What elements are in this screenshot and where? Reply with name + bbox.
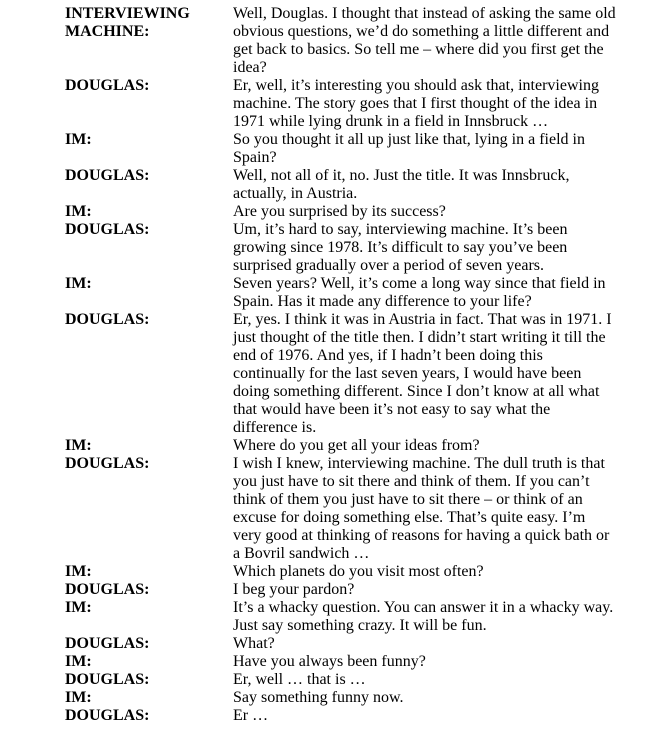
speaker-label (65, 77, 233, 95)
dialogue-line: end of 1976. And yes, if I hadn’t been doing this (233, 347, 543, 364)
dialogue-line: machine. The story goes that I first thought of the idea in (233, 95, 598, 112)
speaker-label (65, 563, 233, 581)
speaker-line: IM: (65, 599, 92, 616)
speaker-label (65, 167, 233, 185)
transcript-row (65, 707, 651, 725)
transcript-row (65, 455, 651, 563)
speaker-label (65, 221, 233, 239)
transcript-row (65, 203, 651, 221)
speaker-label (65, 689, 233, 707)
transcript-row (65, 563, 651, 581)
dialogue-line: Spain. Has it made any difference to your life? (233, 293, 532, 310)
speaker-label (65, 203, 233, 221)
speaker-line: INTERVIEWING (65, 5, 190, 22)
speaker-line: DOUGLAS: (65, 311, 150, 328)
dialogue-text (233, 77, 651, 131)
dialogue-line: Which planets do you visit most often? (233, 563, 484, 580)
dialogue-text (233, 707, 651, 725)
speaker-line: MACHINE: (65, 23, 150, 40)
speaker-line: DOUGLAS: (65, 707, 150, 724)
speaker-line: DOUGLAS: (65, 455, 150, 472)
dialogue-line: Say something funny now. (233, 689, 404, 706)
dialogue-text (233, 635, 651, 653)
dialogue-line: growing since 1978. It’s difficult to say you’ve been (233, 239, 568, 256)
dialogue-text (233, 203, 651, 221)
transcript-row (65, 221, 651, 275)
transcript-row (65, 653, 651, 671)
speaker-label (65, 5, 233, 41)
speaker-line: DOUGLAS: (65, 221, 150, 238)
dialogue-line: Spain? (233, 149, 277, 166)
speaker-line: DOUGLAS: (65, 77, 150, 94)
transcript-row (65, 275, 651, 311)
speaker-label (65, 581, 233, 599)
dialogue-line: just thought of the title then. I didn’t start writing it till the (233, 329, 606, 346)
transcript-row (65, 689, 651, 707)
transcript-row (65, 77, 651, 131)
dialogue-line: Are you surprised by its success? (233, 203, 446, 220)
dialogue-line: It’s a whacky question. You can answer it in a whacky way. (233, 599, 614, 616)
speaker-label (65, 653, 233, 671)
dialogue-line: difference is. (233, 419, 317, 436)
dialogue-line: surprised gradually over a period of seven years. (233, 257, 544, 274)
dialogue-line: Well, not all of it, no. Just the title. It was Innsbruck, (233, 167, 570, 184)
dialogue-text (233, 131, 651, 167)
dialogue-line: Just say something crazy. It will be fun. (233, 617, 487, 634)
speaker-line: IM: (65, 653, 92, 670)
dialogue-text (233, 221, 651, 275)
transcript-row (65, 599, 651, 635)
dialogue-line: get back to basics. So tell me – where did you first get the (233, 41, 604, 58)
speaker-line: DOUGLAS: (65, 581, 150, 598)
speaker-label (65, 437, 233, 455)
dialogue-text (233, 689, 651, 707)
transcript-row (65, 635, 651, 653)
dialogue-line: obvious questions, we’d do something a little different and (233, 23, 610, 40)
dialogue-text (233, 437, 651, 455)
dialogue-line: Have you always been funny? (233, 653, 426, 670)
dialogue-text (233, 167, 651, 203)
dialogue-line: Er … (233, 707, 269, 724)
dialogue-line: Well, Douglas. I thought that instead of asking the same old (233, 5, 616, 22)
transcript-row (65, 671, 651, 689)
speaker-label (65, 707, 233, 725)
dialogue-line: I beg your pardon? (233, 581, 355, 598)
speaker-line: DOUGLAS: (65, 671, 150, 688)
dialogue-line: Er, well, it’s interesting you should ask that, interviewing (233, 77, 599, 94)
dialogue-line: I wish I knew, interviewing machine. The dull truth is that (233, 455, 605, 472)
dialogue-line: So you thought it all up just like that, lying in a field in (233, 131, 585, 148)
transcript-row (65, 5, 651, 77)
dialogue-line: Seven years? Well, it’s come a long way since that field in (233, 275, 606, 292)
speaker-line: IM: (65, 131, 92, 148)
dialogue-line: doing something different. Since I don’t know at all what (233, 383, 600, 400)
dialogue-line: 1971 while lying drunk in a field in Innsbruck … (233, 113, 549, 130)
dialogue-line: Er, yes. I think it was in Austria in fact. That was in 1971. I (233, 311, 612, 328)
transcript-row (65, 437, 651, 455)
dialogue-line: think of them you just have to sit there – or think of an (233, 491, 583, 508)
dialogue-line: a Bovril sandwich … (233, 545, 370, 562)
speaker-label (65, 131, 233, 149)
dialogue-text (233, 275, 651, 311)
dialogue-line: continually for the last seven years, I would have been (233, 365, 582, 382)
dialogue-line: excuse for doing something else. That’s quite easy. I’m (233, 509, 586, 526)
dialogue-text (233, 671, 651, 689)
dialogue-line: very good at thinking of reasons for having a quick bath or (233, 527, 610, 544)
speaker-line: DOUGLAS: (65, 635, 150, 652)
dialogue-line: you just have to sit there and think of them. If you can’t (233, 473, 590, 490)
transcript-row (65, 581, 651, 599)
speaker-line: IM: (65, 203, 92, 220)
speaker-line: IM: (65, 275, 92, 292)
transcript-row (65, 311, 651, 437)
speaker-label (65, 275, 233, 293)
transcript-row (65, 131, 651, 167)
dialogue-line: that would have been it’s not easy to say what the (233, 401, 551, 418)
dialogue-text (233, 5, 651, 77)
dialogue-text (233, 599, 651, 635)
transcript-row (65, 167, 651, 203)
interview-transcript (65, 5, 651, 725)
dialogue-text (233, 581, 651, 599)
speaker-label (65, 455, 233, 473)
speaker-line: IM: (65, 689, 92, 706)
dialogue-line: What? (233, 635, 275, 652)
speaker-label (65, 635, 233, 653)
dialogue-text (233, 563, 651, 581)
speaker-label (65, 671, 233, 689)
speaker-line: IM: (65, 563, 92, 580)
dialogue-line: idea? (233, 59, 267, 76)
dialogue-text (233, 311, 651, 437)
dialogue-line: Er, well … that is … (233, 671, 366, 688)
speaker-label (65, 311, 233, 329)
dialogue-line: Um, it’s hard to say, interviewing machine. It’s been (233, 221, 568, 238)
dialogue-text (233, 455, 651, 563)
dialogue-text (233, 653, 651, 671)
dialogue-line: Where do you get all your ideas from? (233, 437, 480, 454)
speaker-line: DOUGLAS: (65, 167, 150, 184)
speaker-label (65, 599, 233, 617)
speaker-line: IM: (65, 437, 92, 454)
dialogue-line: actually, in Austria. (233, 185, 358, 202)
